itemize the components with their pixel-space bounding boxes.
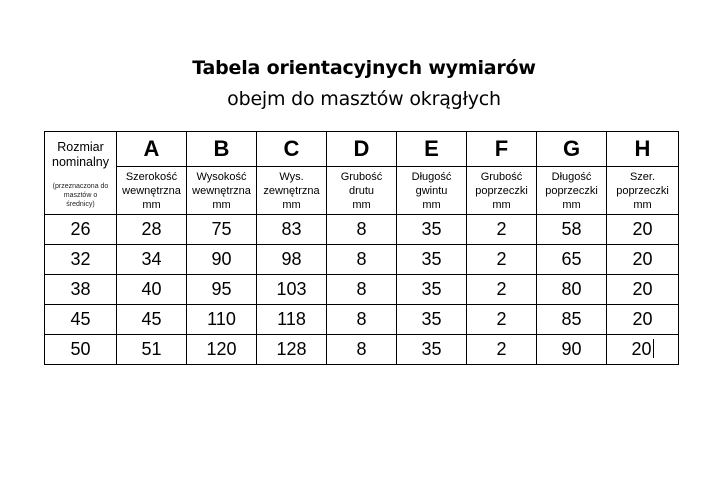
cell-value: 103 <box>276 279 307 299</box>
cell-value: 8 <box>356 219 367 239</box>
cell-value: 58 <box>561 219 582 239</box>
value-cell <box>537 335 607 365</box>
cell-value: 26 <box>70 219 91 239</box>
document-subtitle: obejm do masztów okrągłych <box>227 88 501 110</box>
cell-value: 118 <box>277 309 306 329</box>
value-cell <box>397 305 467 335</box>
value-cell <box>467 215 537 245</box>
value-cell <box>397 335 467 365</box>
cell-value: 110 <box>207 309 236 329</box>
cell-value: 90 <box>211 249 232 269</box>
table-row <box>45 305 679 335</box>
value-cell <box>467 335 537 365</box>
value-cell <box>467 245 537 275</box>
column-description-line: Długość <box>551 170 592 183</box>
cell-value: 2 <box>496 279 507 299</box>
column-description-line: mm <box>633 198 652 211</box>
cell-value: 35 <box>421 339 442 359</box>
column-description <box>187 167 257 215</box>
column-description-line: mm <box>142 198 161 211</box>
column-description <box>537 167 607 215</box>
value-cell <box>187 275 257 305</box>
cell-value: 20 <box>632 279 653 299</box>
cell-value: 35 <box>421 219 442 239</box>
table-row <box>45 275 679 305</box>
table-body <box>45 215 679 365</box>
column-description-line: Wys. <box>279 170 304 183</box>
size-header-line2: nominalny <box>52 154 109 169</box>
value-cell <box>117 215 187 245</box>
value-cell <box>187 305 257 335</box>
value-cell <box>187 245 257 275</box>
size-header-cell <box>45 132 117 215</box>
value-cell <box>327 335 397 365</box>
cell-value: 8 <box>356 309 367 329</box>
value-cell <box>257 215 327 245</box>
cell-value: 85 <box>561 309 582 329</box>
cell-value: 38 <box>70 279 91 299</box>
column-description-line: poprzeczki <box>475 184 528 197</box>
cell-value: 28 <box>141 219 162 239</box>
cell-value: 35 <box>421 309 442 329</box>
column-letter: E <box>397 132 467 167</box>
value-cell <box>467 275 537 305</box>
cell-value: 34 <box>141 249 162 269</box>
table-row <box>45 335 679 365</box>
letter-header-row <box>45 132 679 167</box>
column-description <box>327 167 397 215</box>
value-cell <box>327 305 397 335</box>
value-cell <box>397 275 467 305</box>
value-cell <box>117 335 187 365</box>
table-row <box>45 215 679 245</box>
column-description-line: mm <box>422 198 441 211</box>
cell-value: 51 <box>141 339 162 359</box>
column-letter: F <box>467 132 537 167</box>
value-cell <box>397 245 467 275</box>
cell-value: 80 <box>561 279 582 299</box>
column-description <box>397 167 467 215</box>
cell-value: 20 <box>631 339 652 359</box>
cell-value: 90 <box>561 339 582 359</box>
size-cell <box>45 245 117 275</box>
cell-value: 35 <box>421 249 442 269</box>
column-letter: D <box>327 132 397 167</box>
column-description-line: wewnętrzna <box>192 184 251 197</box>
value-cell <box>187 215 257 245</box>
column-letter: H <box>607 132 679 167</box>
column-description-line: Długość <box>411 170 452 183</box>
value-cell <box>327 275 397 305</box>
column-description <box>607 167 679 215</box>
cell-value: 2 <box>496 249 507 269</box>
cell-value: 2 <box>496 309 507 329</box>
cell-value: 83 <box>281 219 302 239</box>
column-description-line: mm <box>282 198 301 211</box>
value-cell <box>117 305 187 335</box>
column-description-line: Szer. <box>629 170 656 183</box>
value-cell <box>607 245 679 275</box>
cell-value: 50 <box>70 339 91 359</box>
value-cell <box>257 275 327 305</box>
column-letter: B <box>187 132 257 167</box>
cell-value: 98 <box>281 249 302 269</box>
cell-value: 95 <box>211 279 232 299</box>
value-cell <box>257 305 327 335</box>
value-cell <box>327 215 397 245</box>
column-description-line: Wysokość <box>196 170 247 183</box>
value-cell <box>187 335 257 365</box>
description-header-row <box>45 167 679 215</box>
column-letter: G <box>537 132 607 167</box>
cell-value: 35 <box>421 279 442 299</box>
value-cell <box>467 305 537 335</box>
document-title: Tabela orientacyjnych wymiarów <box>192 57 536 79</box>
column-description-line: Szerokość <box>125 170 178 183</box>
column-description-line: zewnętrzna <box>263 184 320 197</box>
cell-value: 120 <box>206 339 237 359</box>
column-description <box>117 167 187 215</box>
value-cell <box>537 215 607 245</box>
dimensions-table <box>44 131 679 365</box>
cell-value: 128 <box>276 339 307 359</box>
size-header-line1: Rozmiar <box>57 139 104 154</box>
size-header-note2: masztów o <box>63 191 98 199</box>
column-letter: A <box>117 132 187 167</box>
size-cell <box>45 305 117 335</box>
cell-value: 8 <box>356 249 367 269</box>
size-cell <box>45 335 117 365</box>
cell-value: 20 <box>632 219 653 239</box>
cell-value: 75 <box>211 219 232 239</box>
cell-value: 8 <box>356 279 367 299</box>
column-description <box>257 167 327 215</box>
column-description-line: mm <box>562 198 581 211</box>
cell-value: 32 <box>70 249 91 269</box>
column-description-line: mm <box>352 198 371 211</box>
size-cell <box>45 215 117 245</box>
value-cell <box>607 275 679 305</box>
value-cell <box>117 245 187 275</box>
column-description-line: Grubość <box>480 170 523 183</box>
column-description-line: poprzeczki <box>616 184 669 197</box>
value-cell <box>537 245 607 275</box>
cell-value: 2 <box>496 219 507 239</box>
table-row <box>45 245 679 275</box>
value-cell <box>607 305 679 335</box>
size-header-note3: średnicy) <box>66 200 95 208</box>
cell-value: 65 <box>561 249 582 269</box>
column-description-line: drutu <box>348 184 375 197</box>
value-cell <box>607 335 679 365</box>
value-cell <box>257 335 327 365</box>
value-cell <box>537 305 607 335</box>
value-cell <box>397 215 467 245</box>
cell-value: 20 <box>632 249 653 269</box>
value-cell <box>607 215 679 245</box>
column-description-line: mm <box>492 198 511 211</box>
value-cell <box>117 275 187 305</box>
cell-value: 45 <box>141 309 162 329</box>
value-cell <box>257 245 327 275</box>
column-description-line: Grubość <box>340 170 383 183</box>
cell-value: 8 <box>356 339 367 359</box>
size-header-note1: (przeznaczona do <box>52 182 109 190</box>
column-description-line: poprzeczki <box>545 184 598 197</box>
column-description-line: wewnętrzna <box>122 184 181 197</box>
column-description <box>467 167 537 215</box>
column-description-line: mm <box>212 198 231 211</box>
column-description-line: gwintu <box>415 184 448 197</box>
text-cursor <box>653 339 654 358</box>
cell-value: 20 <box>632 309 653 329</box>
value-cell <box>327 245 397 275</box>
value-cell <box>537 275 607 305</box>
column-letter: C <box>257 132 327 167</box>
cell-value: 40 <box>141 279 162 299</box>
cell-value: 2 <box>496 339 507 359</box>
size-cell <box>45 275 117 305</box>
cell-value: 45 <box>70 309 91 329</box>
